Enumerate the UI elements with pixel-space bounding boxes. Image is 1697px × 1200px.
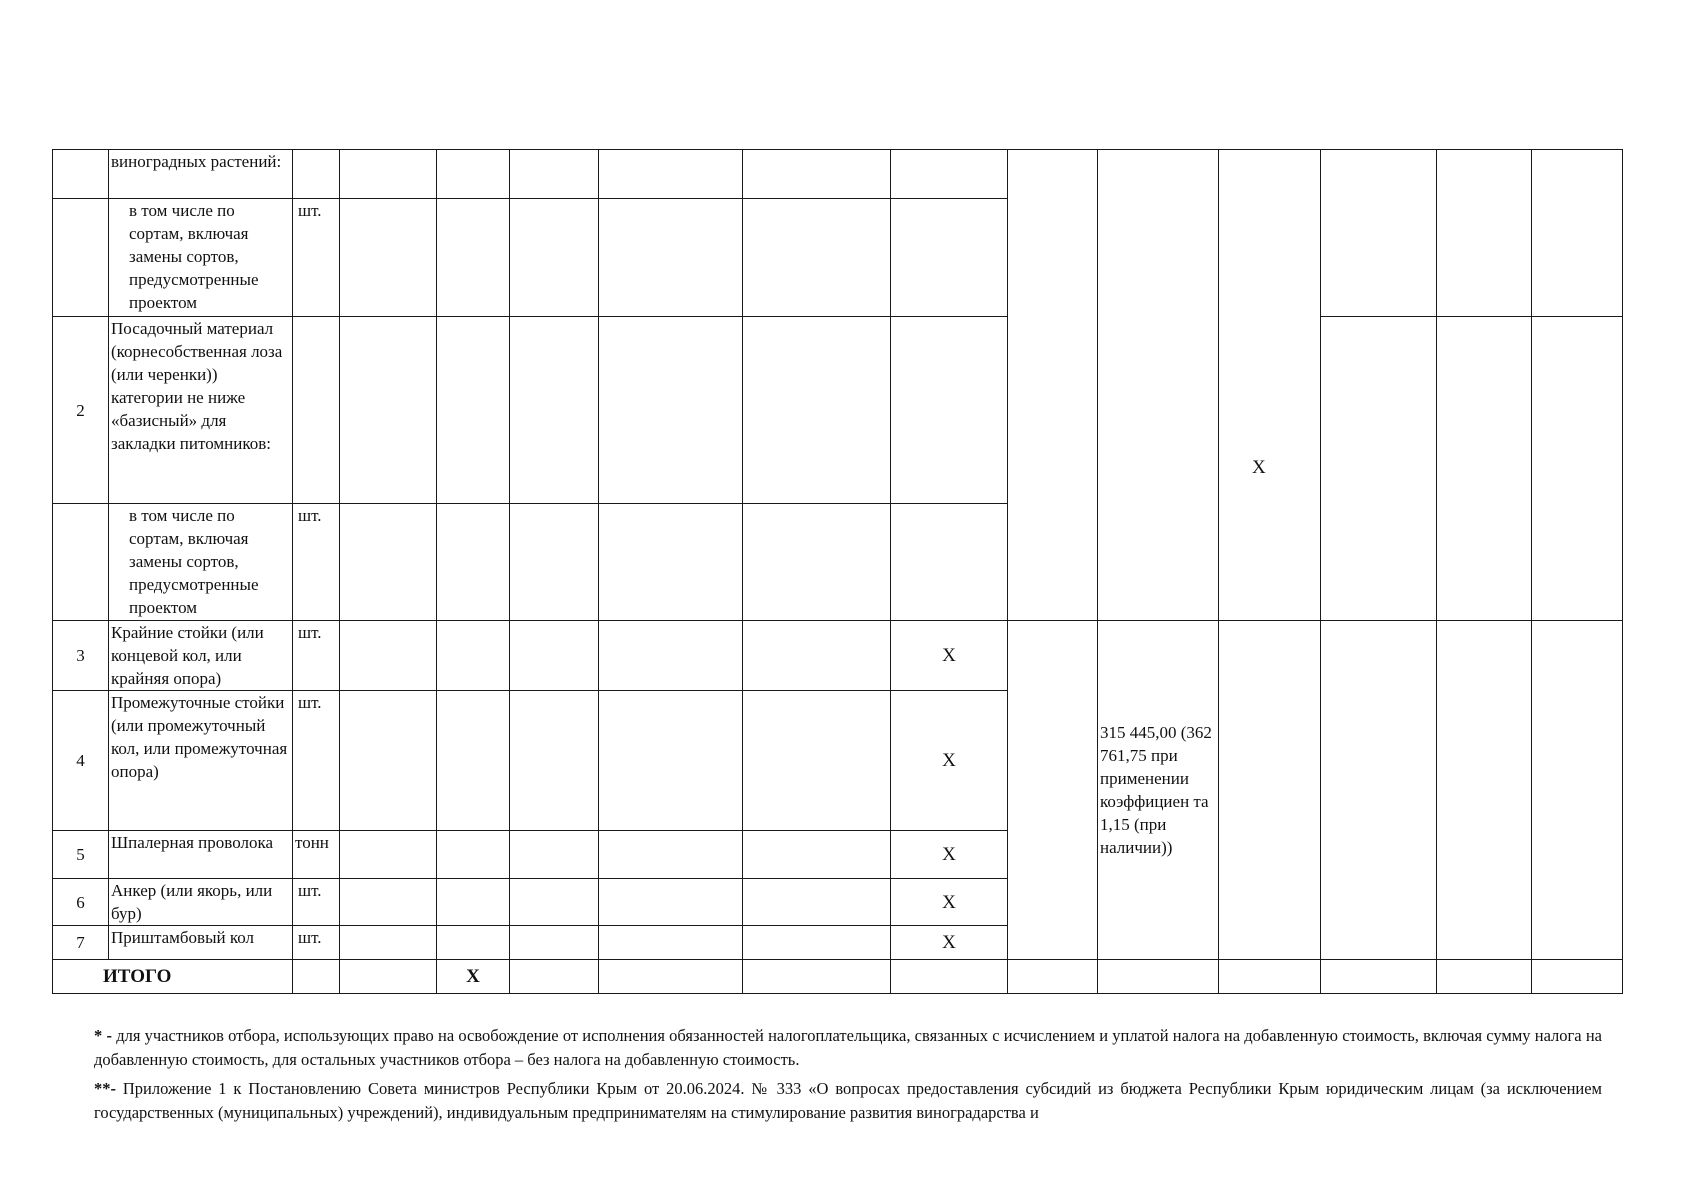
table-cell bbox=[293, 960, 340, 994]
table-cell bbox=[340, 831, 437, 879]
table-cell bbox=[510, 926, 599, 960]
footnote-1 bbox=[94, 1024, 1602, 1072]
row-number: 2 bbox=[53, 317, 109, 504]
table-cell bbox=[599, 150, 743, 199]
table-cell bbox=[340, 621, 437, 691]
row-number: 4 bbox=[53, 691, 109, 831]
table-cell bbox=[891, 317, 1008, 504]
table-cell bbox=[743, 199, 891, 317]
table-cell bbox=[1532, 317, 1623, 621]
table-cell-group-a bbox=[1219, 150, 1321, 621]
table-cell bbox=[1532, 960, 1623, 994]
footnote-2 bbox=[94, 1077, 1602, 1125]
row-unit: шт. bbox=[293, 691, 340, 831]
row-name: Крайние стойки (или концевой кол, или крайняя опора) bbox=[109, 621, 293, 691]
row-unit bbox=[293, 317, 340, 504]
table-cell bbox=[510, 317, 599, 504]
table-cell bbox=[1437, 960, 1532, 994]
table-row bbox=[53, 317, 1623, 504]
table-row bbox=[53, 621, 1623, 691]
table-cell bbox=[599, 926, 743, 960]
table-cell-group-b bbox=[1008, 621, 1098, 960]
table-cell bbox=[340, 926, 437, 960]
table-cell bbox=[510, 831, 599, 879]
total-row bbox=[53, 960, 1623, 994]
row-unit bbox=[293, 150, 340, 199]
estimate-table bbox=[52, 149, 1623, 994]
table-cell bbox=[340, 504, 437, 621]
table-cell bbox=[599, 831, 743, 879]
table-cell bbox=[340, 150, 437, 199]
table-cell bbox=[1321, 317, 1437, 621]
row-unit: шт. bbox=[293, 879, 340, 926]
table-cell-group-b bbox=[1219, 621, 1321, 960]
table-cell bbox=[743, 621, 891, 691]
total-label: ИТОГО bbox=[53, 960, 293, 994]
table-cell-group-b bbox=[1532, 621, 1623, 960]
row-name: Шпалерная проволока bbox=[109, 831, 293, 879]
table-cell bbox=[599, 691, 743, 831]
row-unit: шт. bbox=[293, 199, 340, 317]
table-cell-group-b bbox=[1321, 621, 1437, 960]
table-cell bbox=[510, 960, 599, 994]
table-cell bbox=[1437, 150, 1532, 317]
table-cell bbox=[743, 831, 891, 879]
table-cell bbox=[510, 504, 599, 621]
row-name: Посадочный материал (корнесобственная лоза (или черенки)) категории не ниже «базисный» для закладки питомников: bbox=[109, 317, 293, 504]
table-cell bbox=[743, 317, 891, 504]
row-name: Приштамбовый кол bbox=[109, 926, 293, 960]
table-cell bbox=[437, 926, 510, 960]
table-cell-group-a bbox=[1098, 150, 1219, 621]
table-cell-group-b bbox=[1437, 621, 1532, 960]
footnotes bbox=[94, 1024, 1602, 1130]
table-cell bbox=[340, 879, 437, 926]
table-cell bbox=[1321, 960, 1437, 994]
footnote-1-mark: * - bbox=[94, 1026, 112, 1045]
row-number: 7 bbox=[53, 926, 109, 960]
footnote-1-text: для участников отбора, использующих право на освобождение от исполнения обязанностей налогоплательщика, связанных с исчислением и уплатой налога на добавленную стоимость, включая сумму налога на добавленную стоимость, для остальных участников отбора – без налога на добавленную стоимость. bbox=[94, 1026, 1602, 1069]
table-cell bbox=[599, 317, 743, 504]
x-mark: Х bbox=[891, 926, 1008, 960]
row-name: в том числе по сортам, включая замены сортов, предусмотренные проектом bbox=[109, 504, 293, 621]
footnote-2-text: Приложение 1 к Постановлению Совета министров Республики Крым от 20.06.2024. № 333 «О вопросах предоставления субсидий из бюджета Республики Крым юридическим лицам (за исключением государственных (муниципальных) учреждений), индивидуальным предпринимателям на стимулирование развития виноградарства и bbox=[94, 1079, 1603, 1122]
row-name: виноградных растений: bbox=[109, 150, 293, 199]
row-number: 3 bbox=[53, 621, 109, 691]
group-price: 315 445,00 (362 761,75 при применении коэффициен та 1,15 (при наличии)) bbox=[1098, 621, 1219, 960]
x-mark: Х bbox=[437, 960, 510, 994]
table-cell bbox=[891, 199, 1008, 317]
row-number bbox=[53, 150, 109, 199]
table-cell bbox=[743, 926, 891, 960]
table-cell bbox=[599, 621, 743, 691]
table-cell bbox=[1437, 317, 1532, 621]
x-mark-group-a: Х bbox=[1252, 457, 1266, 478]
table-cell bbox=[437, 504, 510, 621]
table-cell bbox=[510, 199, 599, 317]
row-number: 5 bbox=[53, 831, 109, 879]
row-number: 6 bbox=[53, 879, 109, 926]
table-cell bbox=[743, 504, 891, 621]
table-cell bbox=[1532, 150, 1623, 317]
table-cell bbox=[340, 199, 437, 317]
table-cell bbox=[599, 199, 743, 317]
table-cell bbox=[1098, 960, 1219, 994]
table-cell bbox=[437, 879, 510, 926]
table-cell bbox=[743, 150, 891, 199]
footnote-2-mark: **- bbox=[94, 1079, 116, 1098]
table-cell bbox=[510, 691, 599, 831]
table-cell bbox=[599, 504, 743, 621]
x-mark: Х bbox=[891, 621, 1008, 691]
x-mark: Х bbox=[891, 831, 1008, 879]
table-cell bbox=[1219, 960, 1321, 994]
row-number bbox=[53, 504, 109, 621]
table-cell-group-a bbox=[1008, 150, 1098, 621]
table-cell bbox=[599, 879, 743, 926]
table-cell bbox=[510, 621, 599, 691]
row-name: Промежуточные стойки (или промежуточный кол, или промежуточная опора) bbox=[109, 691, 293, 831]
row-unit: тонн bbox=[293, 831, 340, 879]
table-cell bbox=[340, 691, 437, 831]
row-name: Анкер (или якорь, или бур) bbox=[109, 879, 293, 926]
table-cell bbox=[599, 960, 743, 994]
row-unit: шт. bbox=[293, 926, 340, 960]
table-cell bbox=[437, 831, 510, 879]
table-row bbox=[53, 150, 1623, 199]
table-cell bbox=[437, 691, 510, 831]
table-cell bbox=[1321, 150, 1437, 317]
table-cell bbox=[437, 150, 510, 199]
row-unit: шт. bbox=[293, 621, 340, 691]
table-cell bbox=[510, 150, 599, 199]
table-cell bbox=[891, 504, 1008, 621]
table-cell bbox=[510, 879, 599, 926]
table-cell bbox=[743, 691, 891, 831]
table-cell bbox=[340, 317, 437, 504]
x-mark: Х bbox=[891, 691, 1008, 831]
table-cell bbox=[891, 150, 1008, 199]
table-cell bbox=[437, 621, 510, 691]
table-cell bbox=[437, 317, 510, 504]
row-unit: шт. bbox=[293, 504, 340, 621]
table-cell bbox=[891, 960, 1008, 994]
table-cell bbox=[340, 960, 437, 994]
table-cell bbox=[743, 960, 891, 994]
table-cell bbox=[437, 199, 510, 317]
table-cell bbox=[743, 879, 891, 926]
row-number bbox=[53, 199, 109, 317]
table-cell bbox=[1008, 960, 1098, 994]
row-name: в том числе по сортам, включая замены сортов, предусмотренные проектом bbox=[109, 199, 293, 317]
x-mark: Х bbox=[891, 879, 1008, 926]
